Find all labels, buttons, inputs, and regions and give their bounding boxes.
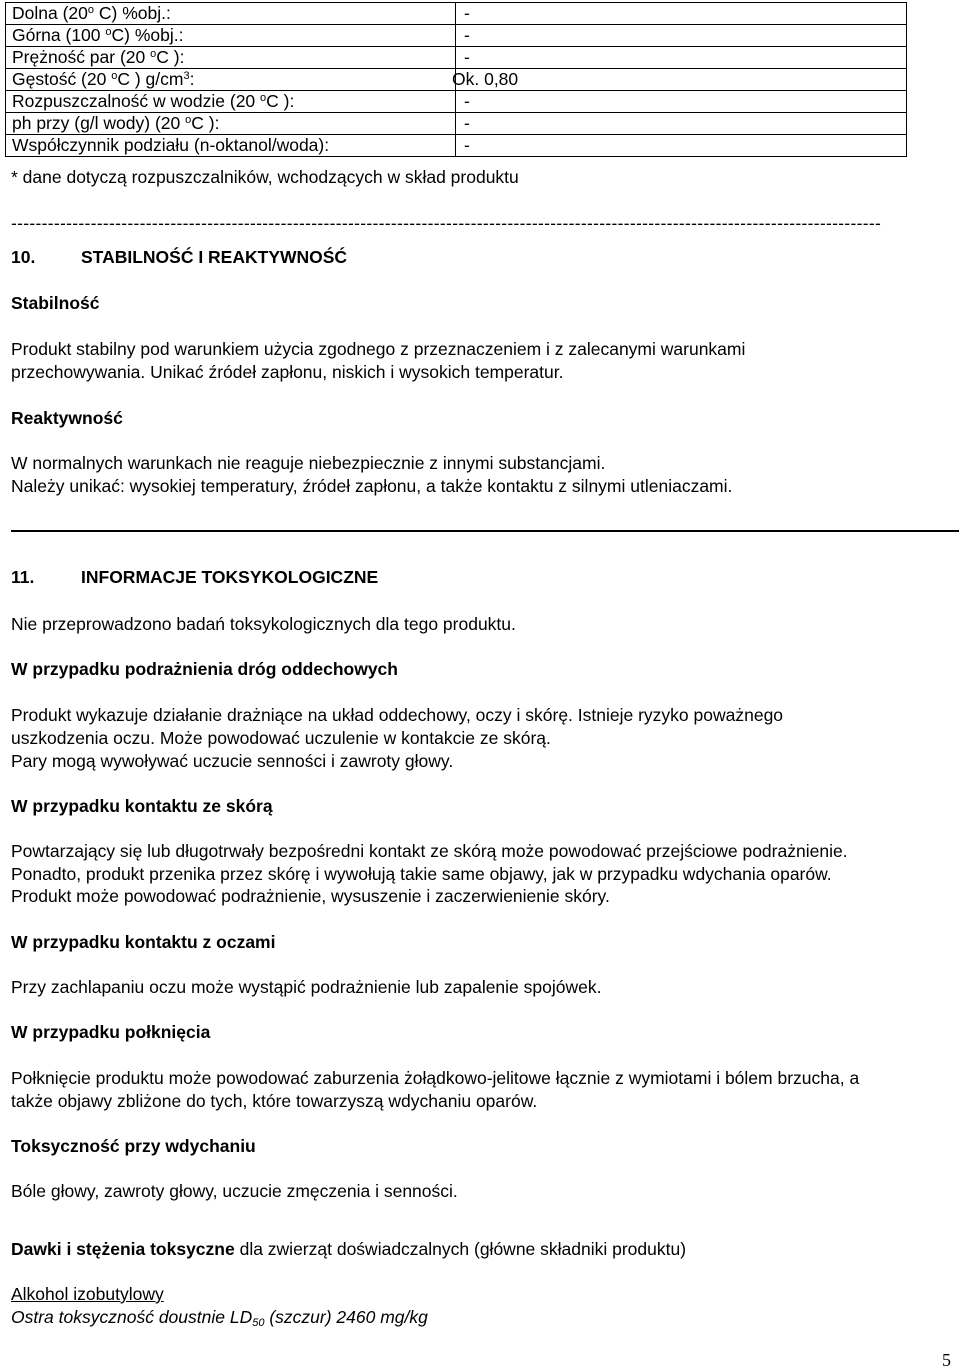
property-name: Górna (100 $^o$C) %obj.: [6, 25, 456, 47]
table-row [6, 91, 907, 113]
paragraph-line: także objawy zbliżone do tych, które towarzyszą wdychaniu oparów. [11, 1091, 538, 1111]
paragraph-line: Nie przeprowadzono badań toksykologicznych dla tego produktu. [11, 614, 516, 634]
property-name: ph przy (g/l wody) (20 $^o$C ): [6, 113, 456, 135]
section-title: INFORMACJE TOKSYKOLOGICZNE [81, 567, 379, 587]
skin-contact-heading: W przypadku kontaktu ze skórą [11, 796, 273, 816]
property-name: Dolna (20$^o$ C) %obj.: [6, 3, 456, 25]
toxic-doses-description: dla zwierząt doświadczalnych (główne składniki produktu) [234, 1239, 687, 1259]
substance-name: Alkohol izobutylowy [11, 1284, 164, 1304]
toxic-doses-heading [11, 1239, 686, 1260]
property-name: Prężność par (20 $^o$C ): [6, 47, 456, 69]
paragraph-line: Produkt wykazuje działanie drażniące na układ oddechowy, oczy i skórę. Istnieje ryzyko poważnego [11, 705, 784, 725]
property-value: - [456, 25, 907, 47]
toxic-doses-label: Dawki i stężenia toksyczne [11, 1239, 235, 1259]
paragraph-line: W normalnych warunkach nie reaguje niebezpiecznie z innymi substancjami. [11, 453, 606, 473]
property-value: - [456, 3, 907, 25]
section-11-heading [11, 567, 378, 588]
paragraph-line: Bóle głowy, zawroty głowy, uczucie zmęczenia i senności. [11, 1181, 458, 1201]
table-row [6, 135, 907, 157]
paragraph-line: Przy zachlapaniu oczu może wystąpić podrażnienie lub zapalenie spojówek. [11, 977, 602, 997]
property-value: - [456, 113, 907, 135]
section-divider [11, 530, 959, 532]
respiratory-heading: W przypadku podrażnienia dróg oddechowych [11, 659, 398, 679]
stability-heading: Stabilność [11, 293, 100, 313]
dashed-separator: ---------------------------------------------------------------------------------------------------------------------------------------------- [11, 213, 882, 233]
section-number: 10. [11, 247, 36, 267]
property-name: Współczynnik podziału (n-oktanol/woda): [6, 135, 456, 157]
paragraph-line: Powtarzający się lub długotrwały bezpośredni kontakt ze skórą może powodować przejściowe podrażnienie. [11, 841, 848, 861]
property-name: Gęstość (20 $^o$C ) $g/cm^3$: [6, 69, 456, 91]
table-row [6, 113, 907, 135]
section-10-heading [11, 247, 347, 268]
paragraph-line: Ponadto, produkt przenika przez skórę i wywołują takie same objawy, jak w przypadku wdychania oparów. [11, 864, 832, 884]
physical-properties-table [5, 2, 907, 157]
paragraph-line: Pary mogą wywoływać uczucie senności i zawroty głowy. [11, 751, 454, 771]
footnote: * dane dotyczą rozpuszczalników, wchodzących w skład produktu [11, 167, 519, 187]
paragraph-line: przechowywania. Unikać źródeł zapłonu, niskich i wysokich temperatur. [11, 362, 564, 382]
paragraph-line: Produkt stabilny pod warunkiem użycia zgodnego z przeznaczeniem i z zalecanymi warunkami [11, 339, 746, 359]
property-value: - [456, 47, 907, 69]
paragraph-line: Należy unikać: wysokiej temperatury, źródeł zapłonu, a także kontaktu z silnymi utleniaczami. [11, 476, 733, 496]
table-row [6, 3, 907, 25]
paragraph-line: Połknięcie produktu może powodować zaburzenia żołądkowo-jelitowe łącznie z wymiotami i bólem brzucha, a [11, 1068, 860, 1088]
table-row [6, 25, 907, 47]
paragraph-line: Produkt może powodować podrażnienie, wysuszenie i zaczerwienienie skóry. [11, 886, 610, 906]
inhalation-toxicity-heading: Toksyczność przy wdychaniu [11, 1136, 256, 1156]
eye-contact-heading: W przypadku kontaktu z oczami [11, 932, 276, 952]
page-number: 5 [942, 1350, 951, 1370]
property-value: Ok. 0,80 [456, 69, 907, 91]
reactivity-heading: Reaktywność [11, 408, 123, 428]
section-number: 11. [11, 567, 35, 587]
ld50-value: Ostra toksyczność doustnie $LD_{50}$ (szczur) 2460 mg/kg [11, 1307, 428, 1329]
swallowing-heading: W przypadku połknięcia [11, 1022, 211, 1042]
paragraph-line: uszkodzenia oczu. Może powodować uczulenie w kontakcie ze skórą. [11, 728, 551, 748]
property-value: - [456, 135, 907, 157]
property-value: - [456, 91, 907, 113]
property-name: Rozpuszczalność w wodzie (20 $^o$C ): [6, 91, 456, 113]
section-title: STABILNOŚĆ I REAKTYWNOŚĆ [81, 247, 348, 267]
table-row [6, 47, 907, 69]
table-row [6, 69, 907, 91]
